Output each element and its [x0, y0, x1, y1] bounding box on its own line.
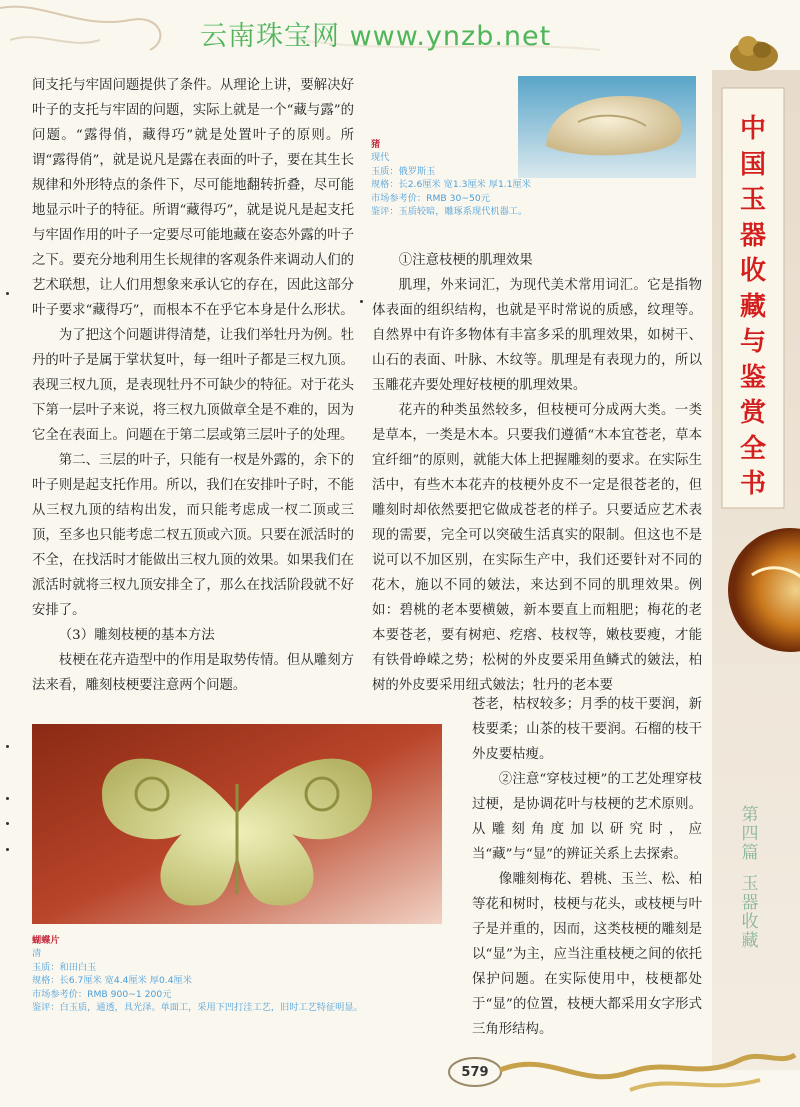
caption-appraisal: 鉴评：玉质较暗，雕琢系现代机器工。 — [371, 206, 528, 218]
jade-butterfly-caption — [32, 934, 363, 1014]
left-text-column — [32, 73, 354, 698]
site-watermark: 云南珠宝网 www.ynzb.net — [200, 21, 552, 52]
paragraph: 苍老，枯杈较多；月季的枝干要润，新枝要柔；山茶的枝干要润。石榴的枝干外皮要枯瘦。 — [472, 697, 702, 762]
paragraph: 为了把这个问题讲得清楚，让我们举牡丹为例。牡丹的叶子是属于掌状复叶，每一组叶子都是三杈九顶。表现三杈九顶，是表现牡丹不可缺少的特征。对于花头下第一层叶子来说，将三杈九顶做章全是不难的，因为它全在表面上。问题在于第二层或第三层叶子的处理。 — [32, 328, 354, 443]
page-number: 579 — [461, 1065, 489, 1080]
margin-mark — [6, 292, 9, 295]
section-heading: （3）雕刻枝梗的基本方法 — [58, 628, 215, 643]
caption-price: 市场参考价：RMB 900~1 200元 — [32, 988, 172, 1000]
caption-title: 蝴蝶片 — [32, 935, 60, 946]
caption-appraisal: 鉴评：白玉质，通透，具光泽。单面工，采用下凹打洼工艺，旧时工艺特征明显。 — [32, 1002, 363, 1014]
paragraph: 像雕刻梅花、碧桃、玉兰、松、柏等花和树时，枝梗与花头，或枝梗与叶子是并重的，因而，这类枝梗的雕刻是以“显”为主，应当注重枝梗之间的依托保护问题。在实际使用中，枝梗都处于“显”的位置，枝梗大都采用女字形式三角形结构。 — [472, 872, 702, 1037]
paragraph: 花卉的种类虽然较多，但枝梗可分成两大类。一类是草本，一类是木本。只要我们遵循“木本宜苍老，草本宜纤细”的原则，就能大体上把握雕刻的要求。在实际生活中，有些木本花卉的枝梗外皮不一定是很苍老的，但雕刻时却依然要把它做成苍老的样子。只要适应艺术表现的需要，完全可以突破生活真实的限制。但这也不是说可以不加区别，在实际生产中，我们还要针对不同的花木，施以不同的皴法，来达到不同的肌理效果。例如：碧桃的老本要横皴，新本要直上而粗肥；梅花的老本要苍老，要有树疤、疙瘩、枝杈等，嫩枝要瘦，才能有铁骨峥嵘之势；松树的外皮要采用鱼鳞式的皴法，柏树的外皮要采用纽式皴法；牡丹的老本要 — [372, 403, 702, 693]
caption-size: 规格：长2.6厘米 宽1.3厘米 厚1.1厘米 — [371, 179, 531, 191]
right-text-column-continued — [472, 692, 702, 1042]
caption-material: 玉质：俄罗斯玉 — [371, 165, 436, 177]
jade-butterfly-photo — [32, 724, 442, 924]
caption-size: 规格：长6.7厘米 宽4.4厘米 厚0.4厘米 — [32, 975, 192, 987]
paragraph: 枝梗在花卉造型中的作用是取势传情。但从雕刻方法来看，雕刻枝梗要注意两个问题。 — [32, 653, 354, 693]
margin-mark — [6, 745, 9, 748]
caption-era: 现代 — [371, 152, 390, 164]
margin-mark — [6, 822, 9, 825]
section-heading: ①注意枝梗的肌理效果 — [398, 253, 533, 268]
paragraph: ②注意“穿枝过梗”的工艺处理穿枝过梗，是协调花叶与枝梗的艺术原则。从雕刻角度加以研究时，应当“藏”与“显”的辨证关系上去探索。 — [472, 772, 702, 862]
margin-mark — [360, 300, 363, 303]
jade-pig-caption — [371, 138, 531, 218]
jade-pig-photo — [518, 76, 696, 178]
margin-mark — [6, 848, 9, 851]
book-title-vertical: 中 国 玉 器 收 藏 与 鉴 赏 全 书 — [739, 114, 766, 499]
paragraph: 肌理，外来词汇，为现代美术常用词汇。它是指物体表面的组织结构，也就是平时常说的质感，纹理等。自然界中有许多物体有丰富多采的肌理效果，如树干、山石的表面、叶脉、木纹等。肌理是有表现力的，所以玉雕花卉要处理好枝梗的肌理效果。 — [372, 278, 702, 393]
caption-title: 猪 — [371, 139, 381, 150]
caption-era: 清 — [32, 948, 42, 960]
chapter-label-vertical: 第 四 篇 玉 器 收 藏 — [741, 805, 759, 951]
margin-mark — [6, 797, 9, 800]
caption-price: 市场参考价：RMB 30~50元 — [371, 192, 490, 204]
jade-figurine-icon — [722, 24, 782, 74]
paragraph: 第二、三层的叶子，只能有一杈是外露的，余下的叶子则是起支托作用。所以，我们在安排叶子时，不能从三杈九顶的结构出发，而只能考虑成一杈二顶或三顶，至多也只能考虑二杈五顶或六顶。只要在派活时的不全，在找活时才能做出三杈九顶的效果。如果我们在派活时就将三杈九顶安排全了，那么在找活阶段就不好安排了。 — [32, 453, 354, 618]
right-text-column — [372, 248, 702, 698]
paragraph: 间支托与牢固问题提供了条件。从理论上讲，要解决好叶子的支托与牢固的问题，实际上就是一个“藏与露”的问题。“露得俏，藏得巧”就是处置叶子的原则。所谓“露得俏”，就是说凡是露在表面的叶子，要在其生长规律和外形特点的条件下，尽可能地翻转折叠，尽可能地显示叶子的特征。所谓“藏得巧”，就是说凡是起支托与牢固作用的叶子一定要尽可能地藏在姿态外露的叶子之下。要充分地利用生长规律的客观条件来调动人们的艺术联想，让人们用想象来承认它的存在，因此这部分叶子要求“藏得巧”，而根本不在乎它本身是什么形状。 — [32, 78, 354, 318]
caption-material: 玉质：和田白玉 — [32, 961, 97, 973]
